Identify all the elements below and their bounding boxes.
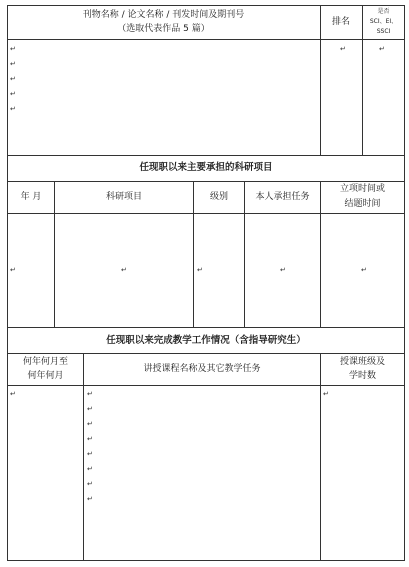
publication-entry-5[interactable]: ↵ — [10, 105, 16, 113]
research-level-cell[interactable]: ↵ — [197, 266, 203, 274]
publication-rank-cell[interactable]: ↵ — [340, 45, 346, 53]
index-header-line3: SSCI — [376, 28, 391, 35]
research-col-role: 本人承担任务 — [255, 192, 310, 202]
teaching-course-entry-5[interactable]: ↵ — [87, 450, 93, 458]
divider-teaching-course — [320, 353, 321, 561]
table-border-left — [7, 5, 8, 561]
publication-entry-1[interactable]: ↵ — [10, 45, 16, 53]
publication-header-line1: 刊物名称 / 论文名称 / 刊发时间及期刊号 — [82, 10, 245, 20]
teaching-course-entry-4[interactable]: ↵ — [87, 435, 93, 443]
teaching-col-course: 讲授课程名称及其它教学任务 — [143, 364, 261, 374]
teaching-col-period-line1: 何年何月至 — [22, 357, 68, 367]
teaching-course-entry-3[interactable]: ↵ — [87, 420, 93, 428]
teaching-col-hours-line1: 授课班级及 — [339, 357, 385, 367]
publication-index-cell[interactable]: ↵ — [379, 45, 385, 53]
rule-research-title-top — [7, 155, 405, 156]
rule-research-header — [7, 213, 405, 214]
divider-publication-rank — [320, 5, 321, 155]
rank-header: 排名 — [331, 17, 350, 27]
evaluation-form — [7, 5, 405, 561]
teaching-section-title: 任现职以来完成教学工作情况（含指导研究生） — [106, 335, 306, 346]
index-header-line1: 是否 — [377, 8, 390, 15]
research-time-cell[interactable]: ↵ — [361, 266, 367, 274]
divider-teaching-period — [83, 353, 84, 561]
publication-entry-2[interactable]: ↵ — [10, 60, 16, 68]
teaching-course-entry-8[interactable]: ↵ — [87, 495, 93, 503]
research-role-cell[interactable]: ↵ — [280, 266, 286, 274]
teaching-course-entry-6[interactable]: ↵ — [87, 465, 93, 473]
publication-entry-4[interactable]: ↵ — [10, 90, 16, 98]
teaching-course-entry-7[interactable]: ↵ — [87, 480, 93, 488]
table-border-top — [7, 5, 405, 6]
teaching-col-period-line2: 何年何月 — [27, 371, 64, 381]
teaching-course-entry-2[interactable]: ↵ — [87, 405, 93, 413]
research-section-title: 任现职以来主要承担的科研项目 — [139, 162, 273, 173]
teaching-hours-cell[interactable]: ↵ — [323, 390, 329, 398]
rule-publication-header — [7, 39, 405, 40]
rule-teaching-header — [7, 385, 405, 386]
research-col-time-line2: 结题时间 — [344, 199, 381, 209]
research-year-cell[interactable]: ↵ — [10, 266, 16, 274]
research-project-cell[interactable]: ↵ — [121, 266, 127, 274]
research-col-project: 科研项目 — [105, 192, 142, 202]
publication-entry-3[interactable]: ↵ — [10, 75, 16, 83]
index-header-line2: SCI、EI、 — [369, 18, 398, 25]
teaching-col-hours-line2: 学时数 — [348, 371, 376, 381]
rule-research-title-bottom — [7, 181, 405, 182]
rule-teaching-title-bottom — [7, 353, 405, 354]
rule-teaching-title-top — [7, 327, 405, 328]
teaching-period-cell[interactable]: ↵ — [10, 390, 16, 398]
teaching-course-entry-1[interactable]: ↵ — [87, 390, 93, 398]
table-border-right — [404, 5, 405, 561]
research-col-year: 年 月 — [20, 192, 42, 202]
publication-header-line2: （选取代表作品 5 篇） — [117, 24, 210, 34]
research-col-level: 级别 — [209, 192, 228, 202]
table-border-bottom — [7, 560, 405, 561]
research-col-time-line1: 立项时间或 — [339, 184, 385, 194]
